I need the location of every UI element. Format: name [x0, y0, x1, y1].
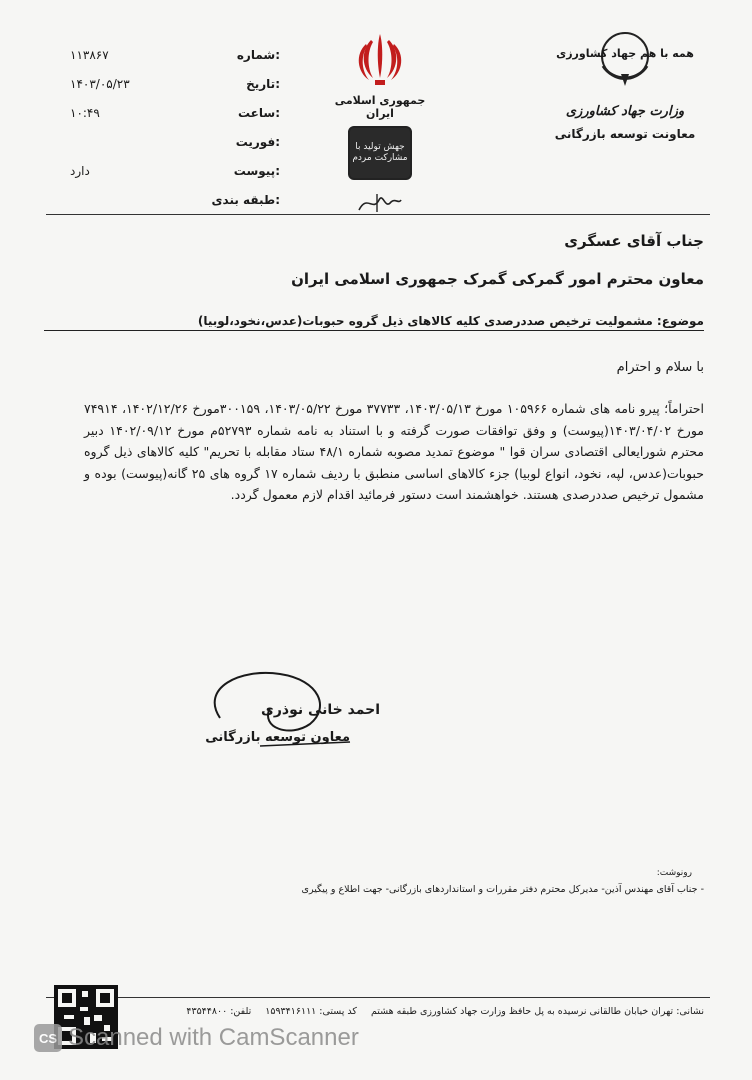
- recipient-name: جناب آقای عسگری: [564, 232, 704, 250]
- seal-text: جهش تولید با مشارکت مردم: [352, 142, 408, 163]
- letter-body: احتراماً؛ پیرو نامه های شماره ۱۰۵۹۶۶ مورخ ۱۴۰۳/۰۵/۱۳، ۳۷۷۳۳ مورخ ۱۴۰۳/۰۵/۲۲، ۳۰۰۱۵۹مورخ ۱۴۰۲/۱۲/۲۶، ۷۴۹۱۴ مورخ ۱۴۰۳/۰۴/۰۲(پیوست) و وفق توافقات صورت گرفته و با استناد به نامه شماره ۵۲۷۹۳م مورخ ۱۴۰۲/۰۹/۱۲ دبیر محترم شورایعالی اقتصادی سران قوا " موضوع تمدید مصوبه شماره ۴۸/۱ ستاد مقابله با تحریم" کلیه کالاهای ذیل گروه حبوبات(عدس، لپه، نخود، انواع لوبیا) جزء کالاهای اساسی منطبق با ردیف شماره ۱۷ گروه های ۲۵ گانه(پیوست) بوده و مشمول ترخیص صددرصدی هستند. خواهشمند است دستور فرمائید اقدام لازم معمول گردد.: [84, 401, 704, 502]
- footer-divider: [46, 997, 710, 998]
- small-signature-icon: [355, 190, 405, 216]
- scanner-watermark: [34, 1024, 359, 1052]
- watermark-text: Scanned with CamScanner: [68, 1024, 359, 1051]
- meta-attachment: [70, 156, 280, 185]
- footer-postal-code: کد پستی: ۱۵۹۳۴۱۶۱۱۱: [265, 1006, 357, 1017]
- meta-number-label: شماره:: [236, 47, 280, 62]
- meta-number: [70, 40, 280, 69]
- meta-number-value: ۱۱۳۸۶۷: [70, 47, 109, 62]
- production-seal: [348, 126, 412, 180]
- footer-address: نشانی: تهران خیابان طالقانی نرسیده به پل حافظ وزارت جهاد کشاورزی طبقه هشتم: [370, 1006, 704, 1017]
- header-divider: [46, 214, 710, 215]
- meta-time-label: ساعت:: [237, 105, 280, 120]
- letter-meta: [70, 40, 280, 214]
- meta-date-value: ۱۴۰۳/۰۵/۲۳: [70, 76, 130, 91]
- letter-subject: موضوع: مشمولیت ترخیص صددرصدی کلیه کالاهای ذیل گروه حبوبات(عدس،نخود،لوبیا): [44, 314, 704, 331]
- letter-greeting: با سلام و احترام: [616, 360, 704, 375]
- meta-date: [70, 69, 280, 98]
- recipient-title: معاون محترم امور گمرکی گمرک جمهوری اسلامی ایران: [291, 270, 704, 288]
- letter-footer: [144, 1006, 704, 1017]
- signatory-title: معاون توسعه بازرگانی: [205, 730, 350, 745]
- footer-phone: تلفن: ۴۳۵۴۴۸۰۰: [186, 1006, 252, 1017]
- meta-date-label: تاریخ:: [246, 76, 280, 91]
- meta-classification-label: طبقه بندی:: [211, 192, 280, 207]
- camscanner-logo-icon: CS: [34, 1024, 62, 1052]
- country-name: جمهوری اسلامی ایران: [334, 94, 426, 120]
- meta-classification: [70, 185, 280, 214]
- signature-block: [200, 668, 380, 758]
- recipient-block: [84, 232, 704, 288]
- meta-urgency: [70, 127, 280, 156]
- ministry-name: وزارت جهاد کشاورزی: [565, 104, 685, 119]
- cc-item: - جناب آقای مهندس آذین- مدیرکل محترم دفتر مقررات و استانداردهای بازرگانی- جهت اطلاع و پیگیری: [301, 884, 704, 895]
- meta-time-value: ۱۰:۴۹: [70, 105, 100, 120]
- iran-emblem-icon: [353, 30, 407, 88]
- ministry-header: [540, 30, 710, 141]
- meta-time: [70, 98, 280, 127]
- department-name: معاونت توسعه بازرگانی: [554, 127, 696, 141]
- meta-attachment-label: پیوست:: [233, 163, 280, 178]
- iran-emblem: [325, 30, 435, 220]
- signatory-name: احمد خانی نوذری: [261, 702, 380, 718]
- ministry-logo-text: همه با هم جهاد کشاورزی: [556, 47, 694, 60]
- meta-attachment-value: دارد: [70, 163, 90, 178]
- meta-urgency-label: فوریت:: [235, 134, 280, 149]
- cc-label: رونوشت:: [656, 868, 692, 878]
